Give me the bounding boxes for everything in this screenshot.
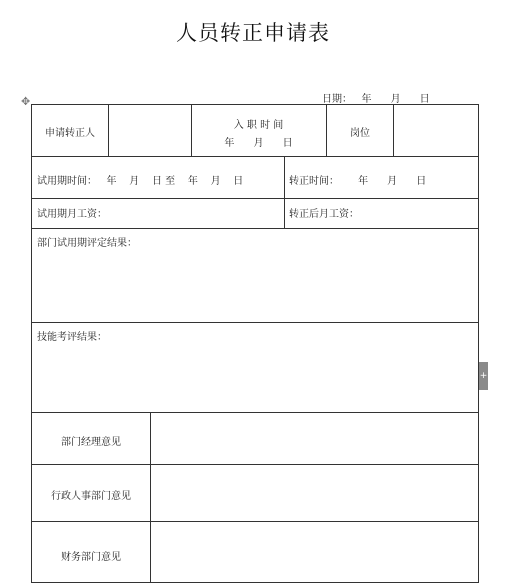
probation-salary-field[interactable]: 试用期月工资：	[37, 209, 107, 220]
hire-date-value[interactable]: 年 月 日	[224, 138, 293, 149]
application-form-table	[31, 104, 479, 583]
table-move-icon[interactable]: ✥	[21, 95, 31, 108]
department-evaluation-field[interactable]: 部门试用期评定结果：	[37, 238, 137, 249]
position-label: 岗位	[350, 128, 370, 139]
hr-opinion-cell[interactable]	[151, 465, 479, 521]
hr-opinion-label: 行政人事部门意见	[51, 491, 131, 502]
date-line: 日期： 年 月 日	[322, 94, 430, 105]
regular-date-field[interactable]: 转正时间： 年 月 日	[289, 176, 427, 187]
skill-evaluation-field[interactable]: 技能考评结果：	[37, 332, 107, 343]
add-column-icon[interactable]: +	[479, 362, 488, 390]
regular-salary-field[interactable]: 转正后月工资：	[289, 209, 359, 220]
hire-date-label: 入 职 时 间	[233, 120, 284, 131]
applicant-value-cell[interactable]	[109, 104, 191, 156]
manager-opinion-cell[interactable]	[151, 413, 479, 464]
probation-period-field[interactable]: 试用期时间： 年 月 日 至 年 月 日	[37, 176, 244, 187]
finance-opinion-cell[interactable]	[151, 522, 479, 583]
applicant-label: 申请转正人	[45, 128, 95, 139]
finance-opinion-label: 财务部门意见	[61, 552, 121, 563]
position-value-cell[interactable]	[394, 104, 479, 156]
form-title: 人员转正申请表	[176, 21, 330, 45]
manager-opinion-label: 部门经理意见	[61, 437, 121, 448]
